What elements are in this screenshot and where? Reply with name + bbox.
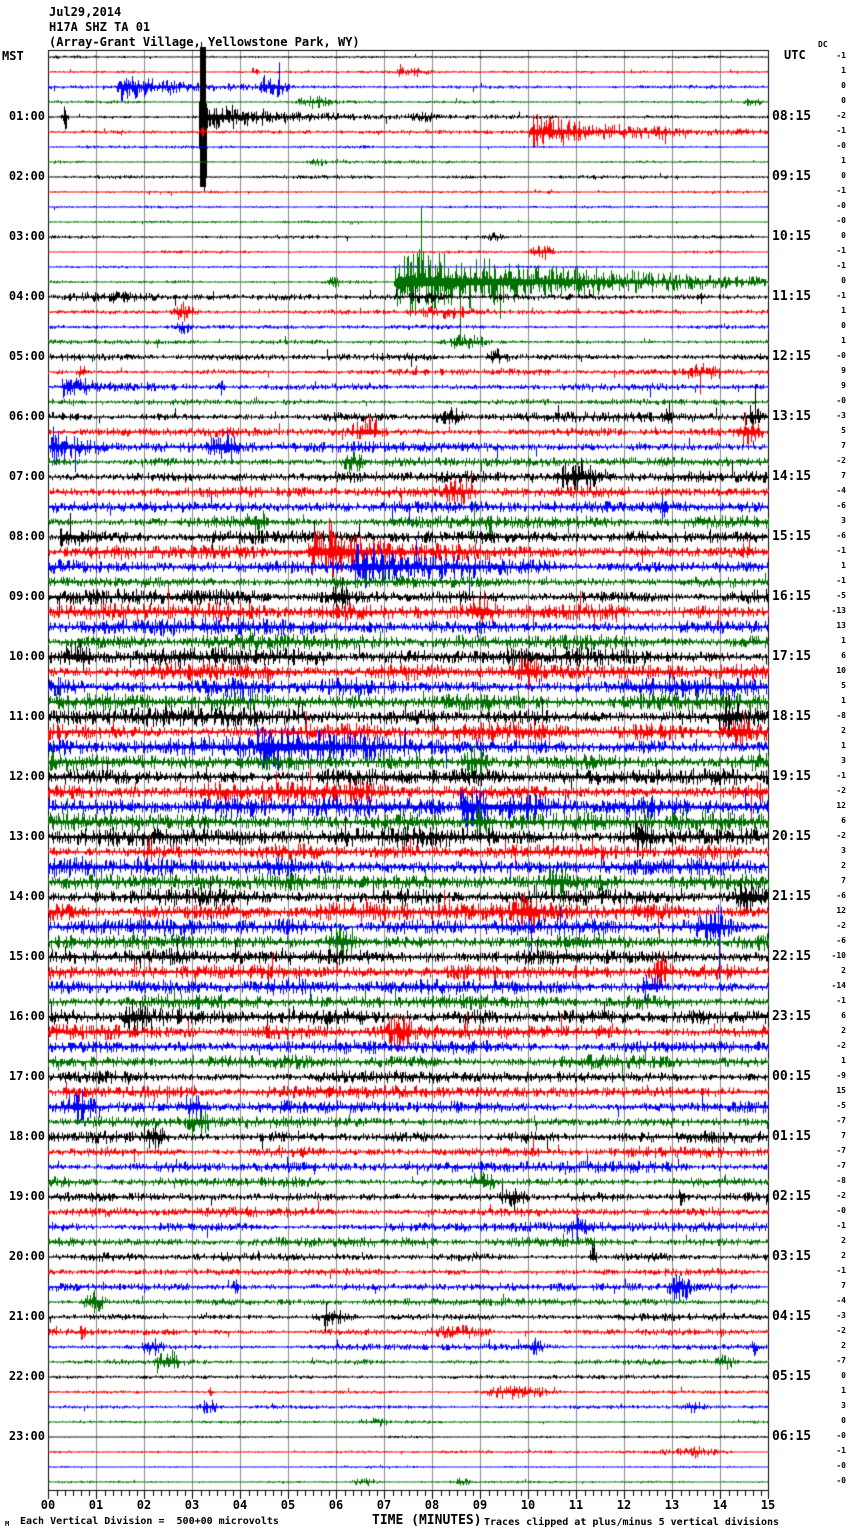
utc-time-label: 02:15 xyxy=(772,1189,812,1204)
dc-offset-value: -1 xyxy=(836,1266,846,1275)
utc-time-label: 06:15 xyxy=(772,1429,812,1444)
dc-offset-value: -3 xyxy=(836,411,846,420)
dc-offset-value: -7 xyxy=(836,1146,846,1155)
dc-offset-value: -0 xyxy=(836,1476,846,1485)
corner-glyph: M xyxy=(5,1520,10,1528)
mst-time-label: 21:00 xyxy=(8,1309,45,1323)
mst-time-label: 05:00 xyxy=(8,349,45,363)
mst-time-label: 08:00 xyxy=(8,529,45,543)
utc-time-label: 12:15 xyxy=(772,349,812,364)
dc-offset-value: -0 xyxy=(836,1461,846,1470)
mst-time-label: 14:00 xyxy=(8,889,45,903)
utc-time-label: 20:15 xyxy=(772,829,812,844)
utc-time-label: 04:15 xyxy=(772,1309,812,1324)
dc-offset-value: -1 xyxy=(836,246,846,255)
dc-offset-value: -0 xyxy=(836,201,846,210)
utc-time-label: 10:15 xyxy=(772,229,812,244)
x-axis-tick-label: 05 xyxy=(280,1498,296,1512)
dc-offset-value: 0 xyxy=(841,231,846,240)
utc-time-label: 09:15 xyxy=(772,169,812,184)
dc-offset-value: 1 xyxy=(841,561,846,570)
dc-offset-value: 2 xyxy=(841,1341,846,1350)
dc-offset-value: 15 xyxy=(836,1086,846,1095)
dc-offset-value: -2 xyxy=(836,921,846,930)
dc-offset-value: 5 xyxy=(841,426,846,435)
x-axis-tick-label: 00 xyxy=(40,1498,56,1512)
dc-offset-value: 12 xyxy=(836,801,846,810)
dc-offset-value: 1 xyxy=(841,306,846,315)
utc-time-label: 21:15 xyxy=(772,889,812,904)
dc-offset-value: 10 xyxy=(836,666,846,675)
utc-time-label: 23:15 xyxy=(772,1009,812,1024)
dc-offset-value: -1 xyxy=(836,546,846,555)
dc-offset-value: -10 xyxy=(831,951,846,960)
dc-column-header: DC xyxy=(818,40,828,49)
mst-time-label: 19:00 xyxy=(8,1189,45,1203)
utc-time-label: 11:15 xyxy=(772,289,812,304)
x-axis-tick-label: 14 xyxy=(712,1498,728,1512)
utc-time-label: 16:15 xyxy=(772,589,812,604)
utc-time-label: 14:15 xyxy=(772,469,812,484)
dc-offset-value: 12 xyxy=(836,906,846,915)
dc-offset-value: 6 xyxy=(841,651,846,660)
dc-offset-value: -6 xyxy=(836,936,846,945)
utc-time-label: 05:15 xyxy=(772,1369,812,1384)
dc-offset-value: 1 xyxy=(841,636,846,645)
dc-offset-value: -6 xyxy=(836,891,846,900)
mst-time-label: 04:00 xyxy=(8,289,45,303)
x-axis-tick-label: 11 xyxy=(568,1498,584,1512)
x-axis-tick-label: 01 xyxy=(88,1498,104,1512)
dc-offset-value: 9 xyxy=(841,381,846,390)
dc-offset-value: 7 xyxy=(841,471,846,480)
dc-offset-value: 2 xyxy=(841,966,846,975)
x-axis-tick-label: 08 xyxy=(424,1498,440,1512)
dc-offset-value: -0 xyxy=(836,351,846,360)
utc-time-label: 13:15 xyxy=(772,409,812,424)
dc-offset-value: -2 xyxy=(836,786,846,795)
x-axis-tick-label: 09 xyxy=(472,1498,488,1512)
dc-offset-value: -0 xyxy=(836,216,846,225)
mst-time-label: 10:00 xyxy=(8,649,45,663)
dc-offset-value: -0 xyxy=(836,1431,846,1440)
mst-time-label: 20:00 xyxy=(8,1249,45,1263)
dc-offset-value: 13 xyxy=(836,621,846,630)
dc-offset-value: 0 xyxy=(841,81,846,90)
dc-offset-value: -1 xyxy=(836,261,846,270)
dc-offset-value: 2 xyxy=(841,1236,846,1245)
dc-offset-value: -1 xyxy=(836,126,846,135)
dc-offset-value: 3 xyxy=(841,756,846,765)
x-axis-tick-label: 06 xyxy=(328,1498,344,1512)
utc-time-label: 00:15 xyxy=(772,1069,812,1084)
dc-offset-value: -1 xyxy=(836,771,846,780)
dc-offset-value: 1 xyxy=(841,1386,846,1395)
dc-offset-value: 0 xyxy=(841,1371,846,1380)
dc-offset-value: 0 xyxy=(841,276,846,285)
mst-time-label: 15:00 xyxy=(8,949,45,963)
dc-offset-value: -13 xyxy=(831,606,846,615)
scale-note: Each Vertical Division = 500+00 microvolts xyxy=(20,1516,279,1527)
mst-time-label: 17:00 xyxy=(8,1069,45,1083)
dc-offset-value: 2 xyxy=(841,1251,846,1260)
dc-offset-value: -8 xyxy=(836,711,846,720)
dc-offset-value: 0 xyxy=(841,321,846,330)
location-label: (Array-Grant Village, Yellowstone Park, WY) xyxy=(49,35,360,49)
dc-offset-value: 0 xyxy=(841,171,846,180)
mst-time-label: 06:00 xyxy=(8,409,45,423)
dc-offset-value: 7 xyxy=(841,876,846,885)
dc-offset-value: 1 xyxy=(841,336,846,345)
dc-offset-value: 7 xyxy=(841,1131,846,1140)
mst-time-label: 22:00 xyxy=(8,1369,45,1383)
mst-time-label: 13:00 xyxy=(8,829,45,843)
dc-offset-value: -0 xyxy=(836,1206,846,1215)
dc-offset-value: -6 xyxy=(836,501,846,510)
dc-offset-value: -9 xyxy=(836,1071,846,1080)
dc-offset-value: 3 xyxy=(841,1401,846,1410)
dc-offset-value: 1 xyxy=(841,66,846,75)
utc-time-label: 15:15 xyxy=(772,529,812,544)
station-label: H17A SHZ TA 01 xyxy=(49,20,151,34)
dc-offset-value: 2 xyxy=(841,861,846,870)
dc-offset-value: 5 xyxy=(841,681,846,690)
dc-offset-value: 1 xyxy=(841,696,846,705)
x-axis-tick-label: 15 xyxy=(760,1498,776,1512)
dc-offset-value: -0 xyxy=(836,141,846,150)
x-axis-tick-label: 02 xyxy=(136,1498,152,1512)
utc-time-label: 19:15 xyxy=(772,769,812,784)
dc-offset-value: -3 xyxy=(836,1311,846,1320)
dc-offset-value: -1 xyxy=(836,291,846,300)
dc-offset-value: 7 xyxy=(841,1281,846,1290)
mst-time-label: 23:00 xyxy=(8,1429,45,1443)
dc-offset-value: -2 xyxy=(836,111,846,120)
x-axis-tick-label: 10 xyxy=(520,1498,536,1512)
clip-note: Traces clipped at plus/minus 5 vertical divisions xyxy=(484,1517,780,1528)
mst-time-label: 18:00 xyxy=(8,1129,45,1143)
dc-offset-value: 2 xyxy=(841,726,846,735)
mst-time-label: 11:00 xyxy=(8,709,45,723)
mst-time-label: 02:00 xyxy=(8,169,45,183)
dc-offset-value: 9 xyxy=(841,366,846,375)
x-axis-tick-label: 07 xyxy=(376,1498,392,1512)
dc-offset-value: 3 xyxy=(841,846,846,855)
right-timezone-label: UTC xyxy=(784,48,806,62)
dc-offset-value: -14 xyxy=(831,981,846,990)
dc-offset-value: 2 xyxy=(841,1026,846,1035)
dc-offset-value: 0 xyxy=(841,96,846,105)
date-label: Jul29,2014 xyxy=(49,5,122,19)
utc-time-label: 03:15 xyxy=(772,1249,812,1264)
dc-offset-value: -6 xyxy=(836,531,846,540)
mst-time-label: 12:00 xyxy=(8,769,45,783)
dc-offset-value: -4 xyxy=(836,1296,846,1305)
dc-offset-value: -4 xyxy=(836,486,846,495)
x-axis-tick-label: 03 xyxy=(184,1498,200,1512)
dc-offset-value: 0 xyxy=(841,1416,846,1425)
dc-offset-value: -8 xyxy=(836,1176,846,1185)
dc-offset-value: -7 xyxy=(836,1356,846,1365)
dc-offset-value: -7 xyxy=(836,1161,846,1170)
dc-offset-value: -5 xyxy=(836,1101,846,1110)
utc-time-label: 17:15 xyxy=(772,649,812,664)
x-axis-title: TIME (MINUTES) xyxy=(372,1513,482,1528)
utc-time-label: 08:15 xyxy=(772,109,812,124)
dc-offset-value: 6 xyxy=(841,1011,846,1020)
x-axis-tick-label: 12 xyxy=(616,1498,632,1512)
x-axis-tick-label: 04 xyxy=(232,1498,248,1512)
dc-offset-value: -1 xyxy=(836,51,846,60)
dc-offset-value: -2 xyxy=(836,1041,846,1050)
utc-time-label: 22:15 xyxy=(772,949,812,964)
dc-offset-value: -0 xyxy=(836,396,846,405)
dc-offset-value: -5 xyxy=(836,591,846,600)
dc-offset-value: -1 xyxy=(836,186,846,195)
dc-offset-value: -2 xyxy=(836,1191,846,1200)
mst-time-label: 09:00 xyxy=(8,589,45,603)
dc-offset-value: 3 xyxy=(841,516,846,525)
dc-offset-value: 1 xyxy=(841,1056,846,1065)
utc-time-label: 18:15 xyxy=(772,709,812,724)
dc-offset-value: -2 xyxy=(836,1326,846,1335)
dc-offset-value: -1 xyxy=(836,1221,846,1230)
dc-offset-value: 1 xyxy=(841,156,846,165)
dc-offset-value: -7 xyxy=(836,1116,846,1125)
utc-time-label: 01:15 xyxy=(772,1129,812,1144)
left-timezone-label: MST xyxy=(2,49,24,63)
mst-time-label: 07:00 xyxy=(8,469,45,483)
mst-time-label: 16:00 xyxy=(8,1009,45,1023)
dc-offset-value: -2 xyxy=(836,831,846,840)
dc-offset-value: 6 xyxy=(841,816,846,825)
dc-offset-value: 1 xyxy=(841,741,846,750)
mst-time-label: 03:00 xyxy=(8,229,45,243)
dc-offset-value: 7 xyxy=(841,441,846,450)
dc-offset-value: -1 xyxy=(836,1446,846,1455)
x-axis-tick-label: 13 xyxy=(664,1498,680,1512)
dc-offset-value: -1 xyxy=(836,996,846,1005)
mst-time-label: 01:00 xyxy=(8,109,45,123)
dc-offset-value: -2 xyxy=(836,456,846,465)
dc-offset-value: -1 xyxy=(836,576,846,585)
